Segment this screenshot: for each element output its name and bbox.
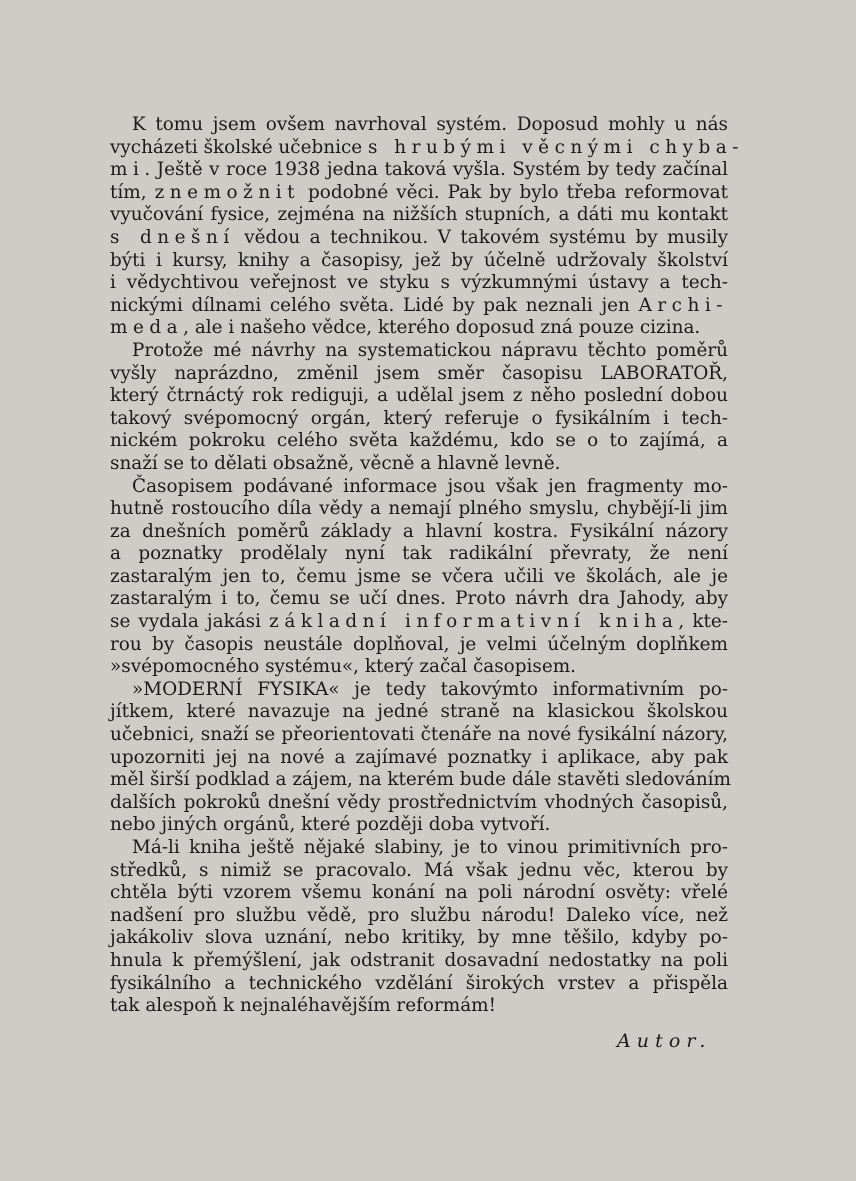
paragraph (110, 114, 745, 340)
paragraph (110, 476, 728, 679)
text-line (110, 295, 728, 318)
text-segment: Časopisem podávané informace jsou však jen fragmenty mo- (132, 475, 728, 497)
text-segment: vyučování fysice, zejména na nižších stupních, a dáti mu kontakt (110, 204, 728, 226)
text-line (110, 408, 728, 431)
text-line (110, 204, 728, 227)
text-line (110, 656, 728, 679)
text-line (110, 995, 728, 1018)
text-line (110, 769, 731, 792)
text-segment: snaží se to dělati obsažně, věcně a hlavně levně. (110, 452, 561, 474)
text-line (110, 363, 728, 386)
text-line (110, 973, 728, 996)
text-segment: jakákoliv slova uznání, nebo kritiky, by mne těšilo, kdyby po- (110, 927, 728, 949)
text-segment: »svépomocného systému«, který začal časopisem. (110, 656, 576, 678)
text-segment: tím, (110, 181, 155, 203)
text-segment: , ale i našeho vědce, kterého doposud zná pouze cizina. (183, 317, 701, 339)
text-segment: fysikálního a technického vzdělání širokých vrstev a přispěla (110, 972, 728, 994)
text-line (110, 588, 728, 611)
text-line (110, 182, 728, 205)
text-segment: hutně rostoucího díla vědy a nemají plného smyslu, chybějí-li jim (110, 498, 728, 520)
text-segment: nickém pokroku celého světa každému, kdo se o to zajímá, a (110, 430, 728, 452)
text-segment: se vydala jakási (110, 611, 270, 633)
text-segment: učebnici, snaží se přeorientovati čtenáře na nové fysikální názory, (110, 724, 728, 746)
spaced-emphasis: s dnešní (110, 226, 235, 248)
text-line (110, 814, 728, 837)
text-line (110, 136, 745, 160)
text-segment: podobné věci. Pak by bylo třeba reformovat (300, 181, 729, 203)
spaced-emphasis: Archi- (638, 294, 728, 316)
text-segment: tak alespoň k nejnaléhavějším reformám! (110, 995, 497, 1017)
text-line (110, 227, 728, 250)
text-segment: , kte- (678, 611, 728, 633)
text-line (110, 340, 728, 363)
text-line (110, 498, 728, 521)
spaced-emphasis: základní informativní kniha (269, 611, 679, 633)
text-line (110, 317, 728, 340)
text-segment: měl širší podklad a zájem, na kterém bude dále stavěti sledováním (110, 769, 731, 791)
spaced-emphasis: mi (110, 159, 145, 181)
spaced-emphasis: meda (110, 317, 184, 339)
text-segment: býti i kursy, knihy a časopisy, jež by účelně udržovaly školství (110, 249, 728, 271)
text-segment: nadšení pro službu vědě, pro službu národu! Daleko více, než (110, 904, 728, 926)
paragraph (110, 678, 731, 837)
text-segment: i vědychtivou veřejnost ve styku s výzkumnými ústavy a tech- (110, 272, 728, 294)
text-segment: dalších pokroků dnešní vědy prostřednictvím vhodných časopisů, (110, 791, 728, 813)
text-line (110, 611, 728, 634)
text-line (110, 453, 728, 476)
body-text (110, 114, 745, 1018)
text-line (110, 837, 728, 860)
text-segment: upozorniti jej na nové a zajímavé poznatky i aplikace, aby pak (110, 746, 728, 768)
paragraph (110, 837, 728, 1018)
text-segment: hnula k přemýšlení, jak odstranit dosavadní nedostatky na poli (110, 949, 728, 971)
text-segment: nebo jiných orgánů, které později doba vytvoří. (110, 814, 551, 836)
text-segment: . Ještě v roce 1938 jedna taková vyšla. Systém by tedy začínal (144, 159, 728, 181)
text-line (110, 250, 728, 273)
text-segment: zastaralým i to, čemu se učí dnes. Proto návrh dra Jahody, aby (110, 588, 728, 610)
text-line (110, 114, 728, 137)
text-segment: Protože mé návrhy na systematickou nápravu těchto poměrů (132, 339, 728, 361)
text-line (110, 724, 728, 747)
text-segment: středků, s nimiž se pracovalo. Má však jednu věc, kterou by (110, 859, 728, 881)
text-segment: nickými dílnami celého světa. Lidé by pak neznali jen (110, 294, 639, 316)
text-segment: za dnešních poměrů základy a hlavní kostra. Fysikální názory (110, 520, 728, 542)
spaced-emphasis: znemožnit (154, 181, 301, 203)
text-segment: »MODERNÍ FYSIKA« je tedy takovýmto informativním po- (132, 678, 728, 700)
text-line (110, 521, 728, 544)
text-line (110, 634, 728, 657)
text-line (110, 950, 728, 973)
text-line (110, 272, 728, 295)
text-segment: takový svépomocný orgán, který referuje o fysikálním i tech- (110, 407, 728, 429)
text-segment: Má-li kniha ještě nějaké slabiny, je to vinou primitivních pro- (132, 837, 728, 858)
text-segment: vycházeti školské učebnice (110, 136, 368, 158)
text-line (110, 927, 728, 950)
text-segment: vědou a technikou. V takovém systému by musily (234, 226, 728, 248)
text-segment: zastaralým jen to, čemu jsme se včera učili ve školách, ale je (110, 565, 728, 587)
text-line (110, 543, 728, 566)
spaced-emphasis: s hrubými věcnými chyba- (367, 136, 745, 158)
text-segment: vyšly naprázdno, změnil jsem směr časopisu LABORATOŘ, (110, 362, 728, 384)
text-line (110, 792, 728, 815)
text-line (110, 905, 728, 928)
signature: Autor. (617, 1030, 712, 1052)
text-segment: chtěla býti vzorem všemu konání na poli národní osvěty: vřelé (110, 882, 728, 904)
text-segment: a poznatky prodělaly nyní tak radikální převraty, že není (110, 543, 728, 565)
text-line (110, 747, 728, 770)
text-segment: jítkem, které navazuje na jedné straně na klasickou školskou (110, 701, 728, 723)
text-segment: který čtrnáctý rok rediguji, a udělal jsem z něho poslední dobou (110, 385, 728, 407)
text-line (110, 476, 728, 499)
text-line (110, 566, 728, 589)
text-line (110, 385, 728, 408)
text-line (110, 159, 728, 182)
text-line (110, 701, 728, 724)
text-segment: rou by časopis neustále doplňoval, je velmi účelným doplňkem (110, 633, 728, 655)
text-segment: K tomu jsem ovšem navrhoval systém. Doposud mohly u nás (132, 114, 728, 135)
paragraph (110, 340, 728, 476)
text-line (110, 882, 728, 905)
text-line (110, 679, 728, 702)
text-line (110, 860, 728, 883)
text-line (110, 430, 728, 453)
